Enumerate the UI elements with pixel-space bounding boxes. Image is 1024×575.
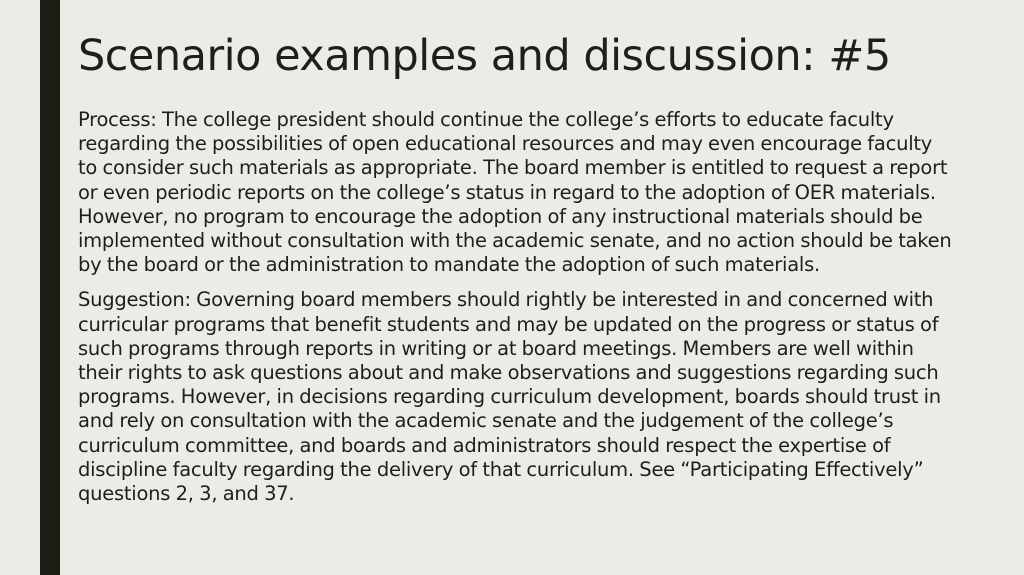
slide-body xyxy=(78,108,956,506)
accent-bar xyxy=(40,0,60,575)
slide-title: Scenario examples and discussion: #5 xyxy=(78,31,891,81)
suggestion-paragraph: Suggestion: Governing board members should rightly be interested in and concerned with curricular programs that benefit students and may be updated on the progress or status of such programs through reports in writing or at board meetings. Members are well within their rights to ask questions about and make observations and suggestions regarding such programs. However, in decisions regarding curriculum development, boards should trust in and rely on consultation with the academic senate and the judgement of the college’s curriculum committee, and boards and administrators should respect the expertise of discipline faculty regarding the delivery of that curriculum. See “Participating Effectively” questions 2, 3, and 37. xyxy=(78,288,941,506)
process-paragraph: Process: The college president should continue the college’s efforts to educate faculty regarding the possibilities of open educational resources and may even encourage faculty to consider such materials as appropriate. The board member is entitled to request a report or even periodic reports on the college’s status in regard to the adoption of OER materials. However, no program to encourage the adoption of any instructional materials should be implemented without consultation with the academic senate, and no action should be taken by the board or the administration to mandate the adoption of such materials. xyxy=(78,108,952,277)
